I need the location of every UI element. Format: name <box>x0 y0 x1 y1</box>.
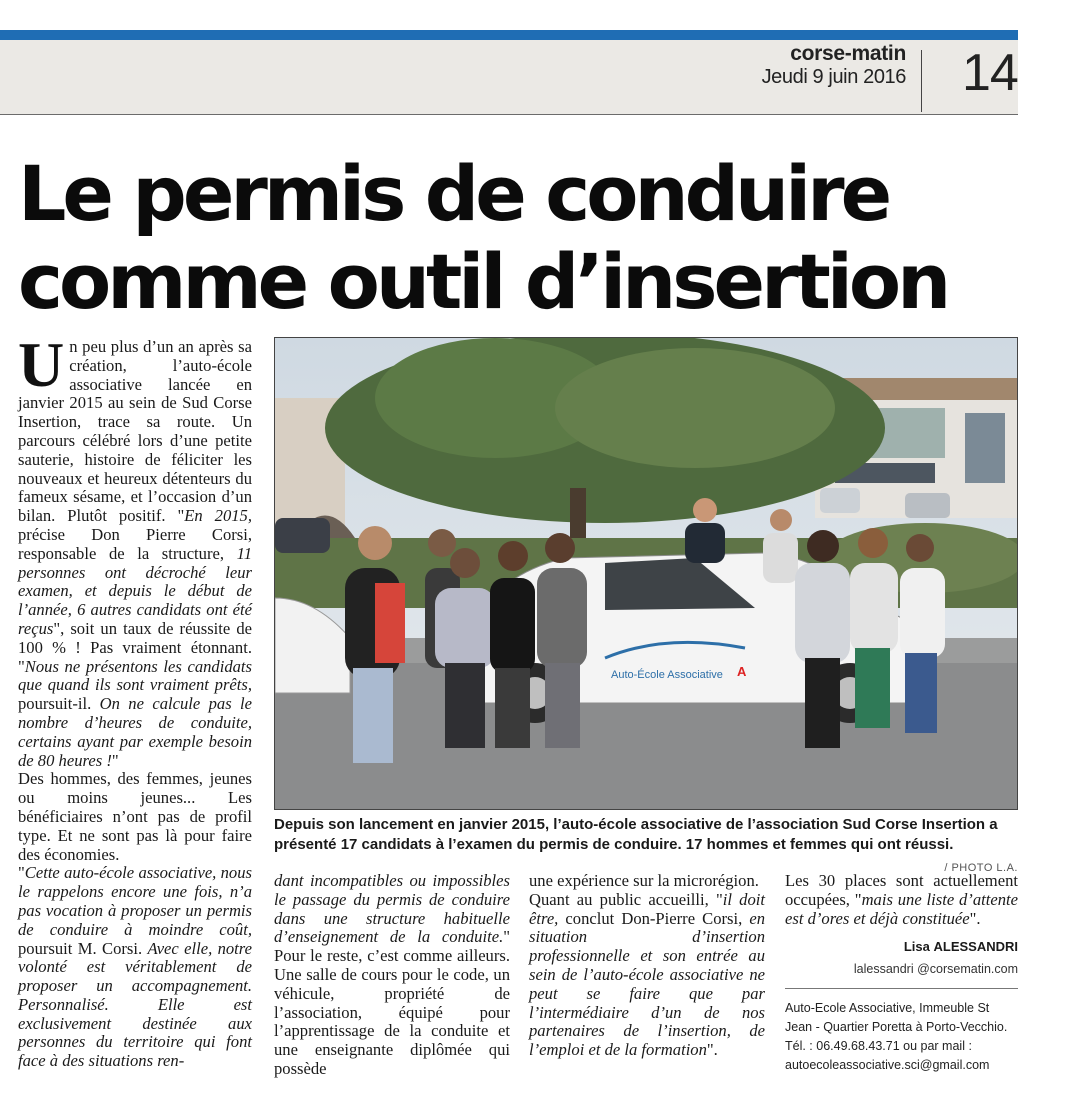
publication-date: Jeudi 9 juin 2016 <box>761 66 906 88</box>
brand-color-bar <box>0 30 1018 40</box>
article-text: Quant au public accueilli, " <box>529 889 723 909</box>
article-text: " <box>111 750 119 770</box>
author-first-name: Lisa <box>903 939 930 955</box>
article-text: " <box>18 863 25 883</box>
headline-line-1: Le permis de conduire <box>18 149 889 238</box>
contact-info: Auto-Ecole Associative, Immeuble St Jean - Quartier Poretta à Porto-Vecchio. Tél. : 06.49.68.43.71 ou par mail : autoecoleassociative.sci@gmail.com <box>785 1001 1008 1073</box>
car-logo-mark: A <box>737 664 747 679</box>
author-last-name: ALESSANDRI <box>933 939 1018 955</box>
publication-info <box>762 43 906 89</box>
article-quote: mais une liste d’attente est d’ores et déjà constituée <box>785 889 1018 928</box>
article-column-1 <box>18 329 252 1071</box>
article-quote: dant incompatibles ou impossibles le passage du permis de conduire dans une structure habituelle d’enseignement de la conduite. <box>274 871 510 947</box>
article-paragraph: Des hommes, des femmes, jeunes ou moins jeunes... Les bénéficiaires n’ont pas de profil type. Et ne sont pas là pour faire des économies. <box>18 769 252 864</box>
article-column-4 <box>785 872 1018 1075</box>
article-text: poursuit M. Corsi. <box>18 938 148 958</box>
article-text: Les 30 places sont actuellement occupées, " <box>785 871 1018 909</box>
article-quote: il doit être, <box>529 889 765 928</box>
article-quote: Avec elle, notre volonté est véritablement de proposer un accompagnement. Personnalisé. Elle est exclusivement destinée aux personnes du territoire qui font face à des situations ren- <box>18 938 252 1071</box>
article-quote: En 2015, <box>184 506 252 526</box>
page-number: 14 <box>962 44 1018 102</box>
article-column-2 <box>274 872 510 1079</box>
author-byline <box>785 938 1018 956</box>
author-email: lalessandri @corsematin.com <box>853 962 1018 977</box>
article-quote: en situation d’insertion professionnelle et son entrée au sein de l’auto-école associative ne peut se faire que par l’intermédiaire d’un de nos partenaires de l’insertion, de l’emploi et de la formation <box>529 908 765 1060</box>
article-text: ", soit un taux de réussite de 100 % ! Pas vraiment étonnant. " <box>18 618 252 676</box>
headline-line-2: comme outil d’insertion <box>18 237 948 326</box>
dropcap: U <box>18 329 65 400</box>
info-divider <box>785 988 1018 989</box>
article-column-3 <box>529 872 765 1060</box>
article-text: conclut Don-Pierre Corsi, <box>558 908 750 928</box>
photo-caption <box>274 815 1018 878</box>
publication-name: corse-matin <box>790 42 906 65</box>
article-text: ". <box>706 1040 718 1060</box>
article-text: n peu plus d’un an après sa création, l’auto-école associative lancée en janvier 2015 au sein de Sud Corse Insertion, trace sa route. Un parcours célébré lors d’une petite sauterie, histoire de féliciter les nouveaux et heureux détenteurs du fameux sésame, et l’occasion d’un bilan. Plutôt positif. " <box>18 337 252 526</box>
article-text: " Pour le reste, c’est comme ailleurs. Une salle de cours pour le code, un véhicule, propriété de l’association, équipé pour l’apprentissage de la conduite et une enseignante diplômée qui possède <box>274 927 510 1078</box>
car-logo-text: Auto-École Associative <box>611 669 723 681</box>
article-quote: 11 personnes ont décroché leur examen, et depuis le début de l’année, 6 autres candidats ont été reçus <box>18 543 252 638</box>
article-quote: Nous ne présentons les candidats que quand ils sont vraiment prêts, <box>18 656 252 695</box>
article-text: poursuit-il. <box>18 694 100 714</box>
article-photo <box>274 337 1018 810</box>
article-text: précise Don Pierre Corsi, responsable de la structure, <box>18 524 252 563</box>
photo-credit: / PHOTO L.A. <box>944 862 1018 874</box>
article-quote: Cette auto-école associative, nous le rappelons encore une fois, n’a pas vocation à proposer un permis de conduire à moindre coût, <box>18 863 252 939</box>
caption-text: Depuis son lancement en janvier 2015, l’auto-école associative de l’association Sud Corse Insertion a présenté 17 candidats à l’examen du permis de conduire. 17 hommes et femmes qui ont réussi. <box>274 816 998 853</box>
article-text: ". <box>969 908 981 928</box>
article-paragraph: une expérience sur la microrégion. <box>529 871 759 890</box>
header-divider <box>921 50 922 112</box>
headline <box>18 150 1018 326</box>
article-quote: On ne calcule pas le nombre d’heures de conduite, certains ayant par exemple besoin de 80 heures ! <box>18 694 252 770</box>
